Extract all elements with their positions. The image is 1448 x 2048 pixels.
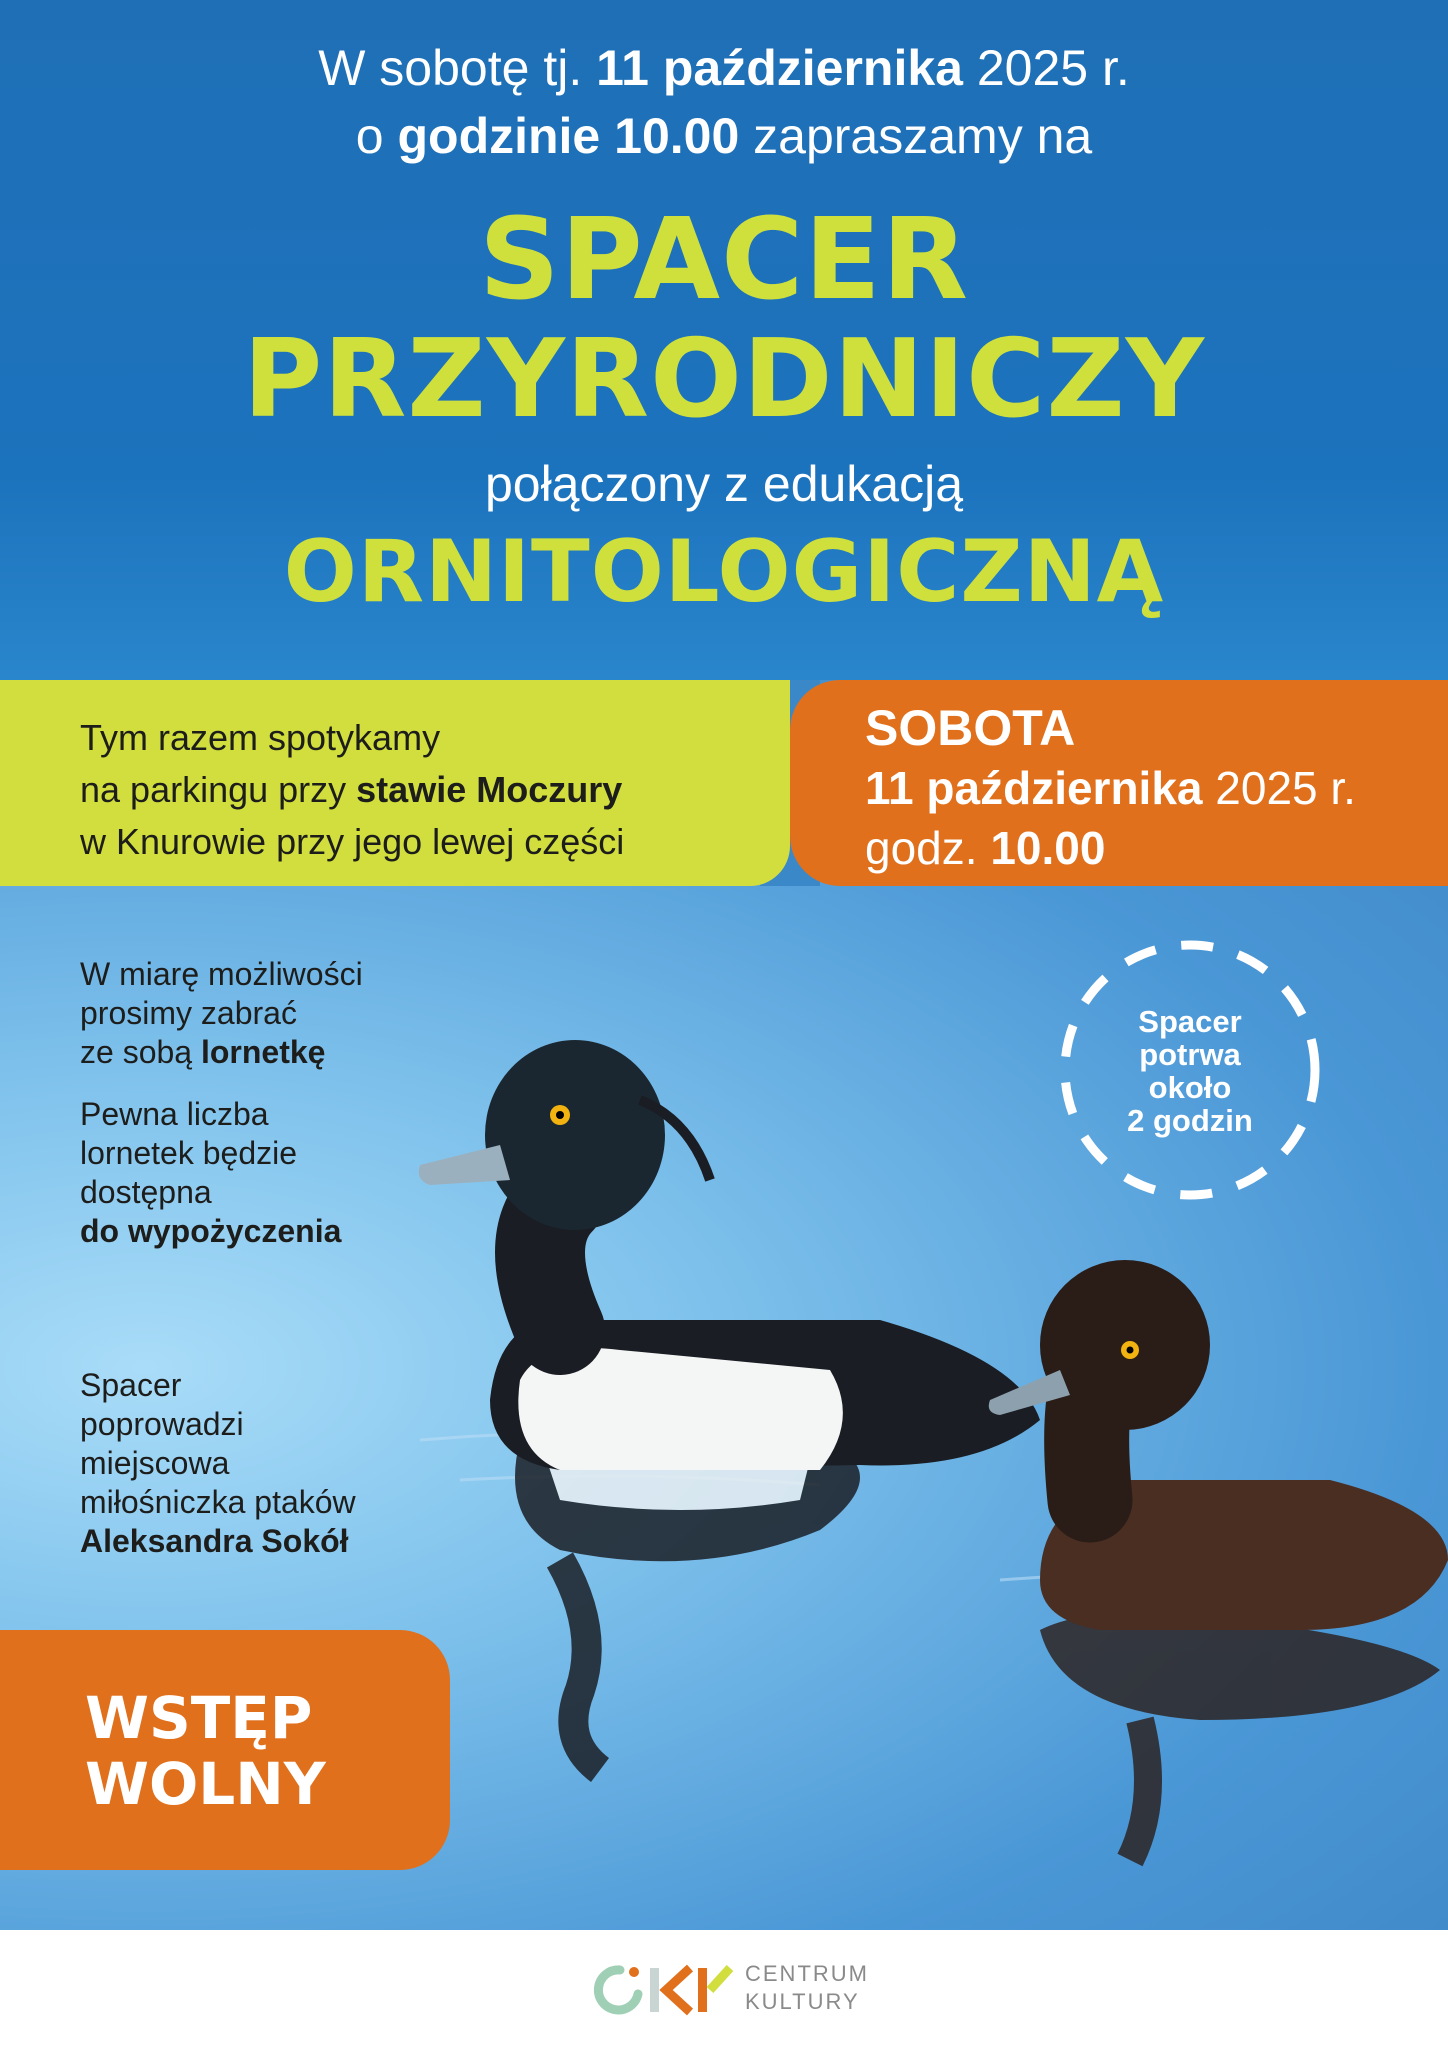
rental-line (80, 1212, 341, 1251)
date-info (865, 698, 1356, 878)
title-ornitologiczna: ORNITOLOGICZNĄ (283, 522, 1165, 622)
intro-line-1 (0, 34, 1448, 102)
duration-line: Spacer (1138, 1004, 1242, 1039)
meeting-line (80, 764, 624, 816)
entry-line: WOLNY (85, 1750, 326, 1818)
duration-line: około (1148, 1070, 1232, 1105)
intro-line-2 (0, 102, 1448, 170)
title-przyrodniczy: PRZYRODNICZY (243, 317, 1205, 442)
binoculars-info (80, 955, 363, 1072)
intro-date: 11 października (596, 40, 963, 96)
logo-line: KULTURY (745, 1989, 860, 2014)
female-duck (989, 1260, 1448, 1630)
logo-icon (590, 1958, 740, 2018)
binoculars-bold: lornetkę (200, 1034, 326, 1070)
rental-line: lornetek będzie (80, 1135, 298, 1171)
rental-info (80, 1095, 341, 1251)
guide-name: Aleksandra Sokół (80, 1523, 349, 1559)
duration-line: potrwa (1139, 1037, 1241, 1072)
intro-text-part: o (355, 108, 398, 164)
intro-text-part: W sobotę tj. (318, 40, 597, 96)
time-value: 10.00 (990, 822, 1106, 874)
meeting-text: na parkingu przy (80, 769, 357, 810)
meeting-place: stawie Moczury (356, 769, 623, 810)
binoculars-line (80, 1033, 363, 1072)
time-line (865, 818, 1356, 878)
intro-text-part: 2025 r. (962, 40, 1130, 96)
meeting-line: w Knurowie przy jego lewej części (80, 821, 625, 862)
date-day: SOBOTA (865, 700, 1076, 756)
meeting-info (80, 712, 624, 868)
logo-text (745, 1960, 869, 2016)
subtitle: połączony z edukacją (484, 456, 964, 512)
guide-info (80, 1366, 356, 1561)
intro-time: godzinie 10.00 (397, 108, 740, 164)
date-line (865, 758, 1356, 818)
guide-line: poprowadzi (80, 1406, 244, 1442)
title-spacer: SPACER (478, 195, 970, 325)
intro-text-part: zapraszamy na (739, 108, 1093, 164)
duration-info (1055, 1005, 1325, 1137)
entry-line: WSTĘP (85, 1684, 313, 1752)
rental-line: dostępna (80, 1174, 212, 1210)
date-year: 2025 r. (1202, 762, 1356, 814)
guide-line: Spacer (80, 1367, 182, 1403)
binoculars-line: W miarę możliwości (80, 956, 363, 992)
time-label: godz. (865, 822, 991, 874)
rental-bold: do wypożyczenia (80, 1213, 342, 1249)
binoculars-line: prosimy zabrać (80, 995, 297, 1031)
free-entry-text (85, 1685, 326, 1817)
guide-line: miejscowa (80, 1445, 230, 1481)
date-date: 11 października (865, 762, 1203, 814)
rental-line: Pewna liczba (80, 1096, 269, 1132)
intro-text (0, 34, 1448, 170)
duration-line: 2 godzin (1127, 1103, 1253, 1138)
guide-line: miłośniczka ptaków (80, 1484, 356, 1520)
male-duck (419, 1040, 1040, 1470)
logo-line: CENTRUM (745, 1961, 869, 1986)
meeting-line: Tym razem spotykamy (80, 717, 441, 758)
binoculars-text: ze sobą (80, 1034, 201, 1070)
guide-line (80, 1522, 356, 1561)
